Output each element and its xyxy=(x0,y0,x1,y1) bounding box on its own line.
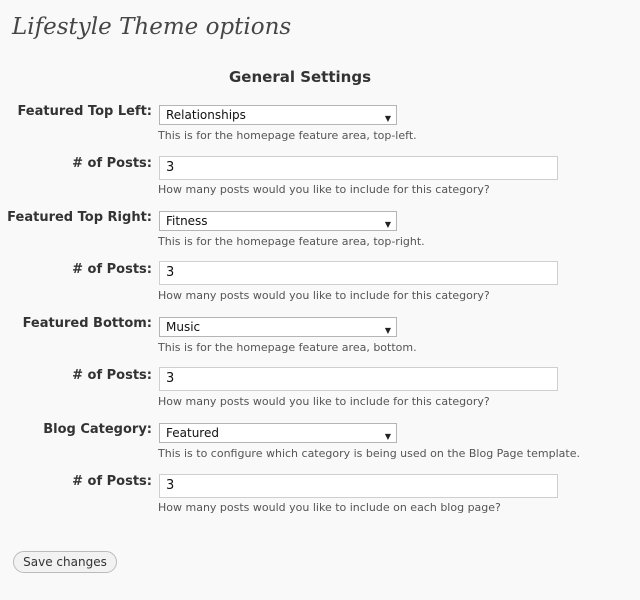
field-posts-top-right xyxy=(0,262,640,312)
field-posts-bottom xyxy=(0,368,640,418)
save-changes-button[interactable]: Save changes xyxy=(13,551,117,573)
field-label: # of Posts: xyxy=(72,474,152,489)
field-label: # of Posts: xyxy=(72,156,152,171)
field-description: This is for the homepage feature area, top-right. xyxy=(158,235,425,248)
chevron-down-icon: ▼ xyxy=(384,432,391,441)
featured-top-left-select[interactable] xyxy=(159,105,397,125)
select-value: Relationships xyxy=(166,108,246,122)
field-label: Blog Category: xyxy=(43,422,152,437)
field-label: # of Posts: xyxy=(72,368,152,383)
field-posts-blog xyxy=(0,474,640,524)
field-label: Featured Top Right: xyxy=(7,210,152,225)
posts-top-left-input[interactable]: 3 xyxy=(159,156,558,180)
blog-category-select[interactable] xyxy=(159,423,397,443)
posts-bottom-input[interactable]: 3 xyxy=(159,367,558,391)
field-description: This is to configure which category is being used on the Blog Page template. xyxy=(158,447,580,460)
field-label: Featured Bottom: xyxy=(22,316,152,331)
select-value: Music xyxy=(166,320,201,334)
select-value: Featured xyxy=(166,426,219,440)
featured-bottom-select[interactable] xyxy=(159,317,397,337)
field-blog-category xyxy=(0,422,640,472)
field-label: Featured Top Left: xyxy=(17,104,152,119)
field-featured-bottom xyxy=(0,316,640,366)
field-description: How many posts would you like to include for this category? xyxy=(158,395,490,408)
field-description: How many posts would you like to include for this category? xyxy=(158,289,490,302)
field-posts-top-left xyxy=(0,156,640,206)
field-description: How many posts would you like to include on each blog page? xyxy=(158,501,501,514)
chevron-down-icon: ▼ xyxy=(384,326,391,335)
chevron-down-icon: ▼ xyxy=(384,220,391,229)
field-featured-top-right xyxy=(0,210,640,260)
posts-blog-input[interactable]: 3 xyxy=(159,474,558,498)
featured-top-right-select[interactable] xyxy=(159,211,397,231)
field-description: This is for the homepage feature area, bottom. xyxy=(158,341,417,354)
field-description: This is for the homepage feature area, top-left. xyxy=(158,129,417,142)
posts-top-right-input[interactable]: 3 xyxy=(159,261,558,285)
section-heading: General Settings xyxy=(228,68,372,86)
chevron-down-icon: ▼ xyxy=(384,114,391,123)
field-featured-top-left xyxy=(0,104,640,154)
select-value: Fitness xyxy=(166,214,208,228)
page-title: Lifestyle Theme options xyxy=(12,14,292,40)
field-label: # of Posts: xyxy=(72,262,152,277)
field-description: How many posts would you like to include for this category? xyxy=(158,183,490,196)
